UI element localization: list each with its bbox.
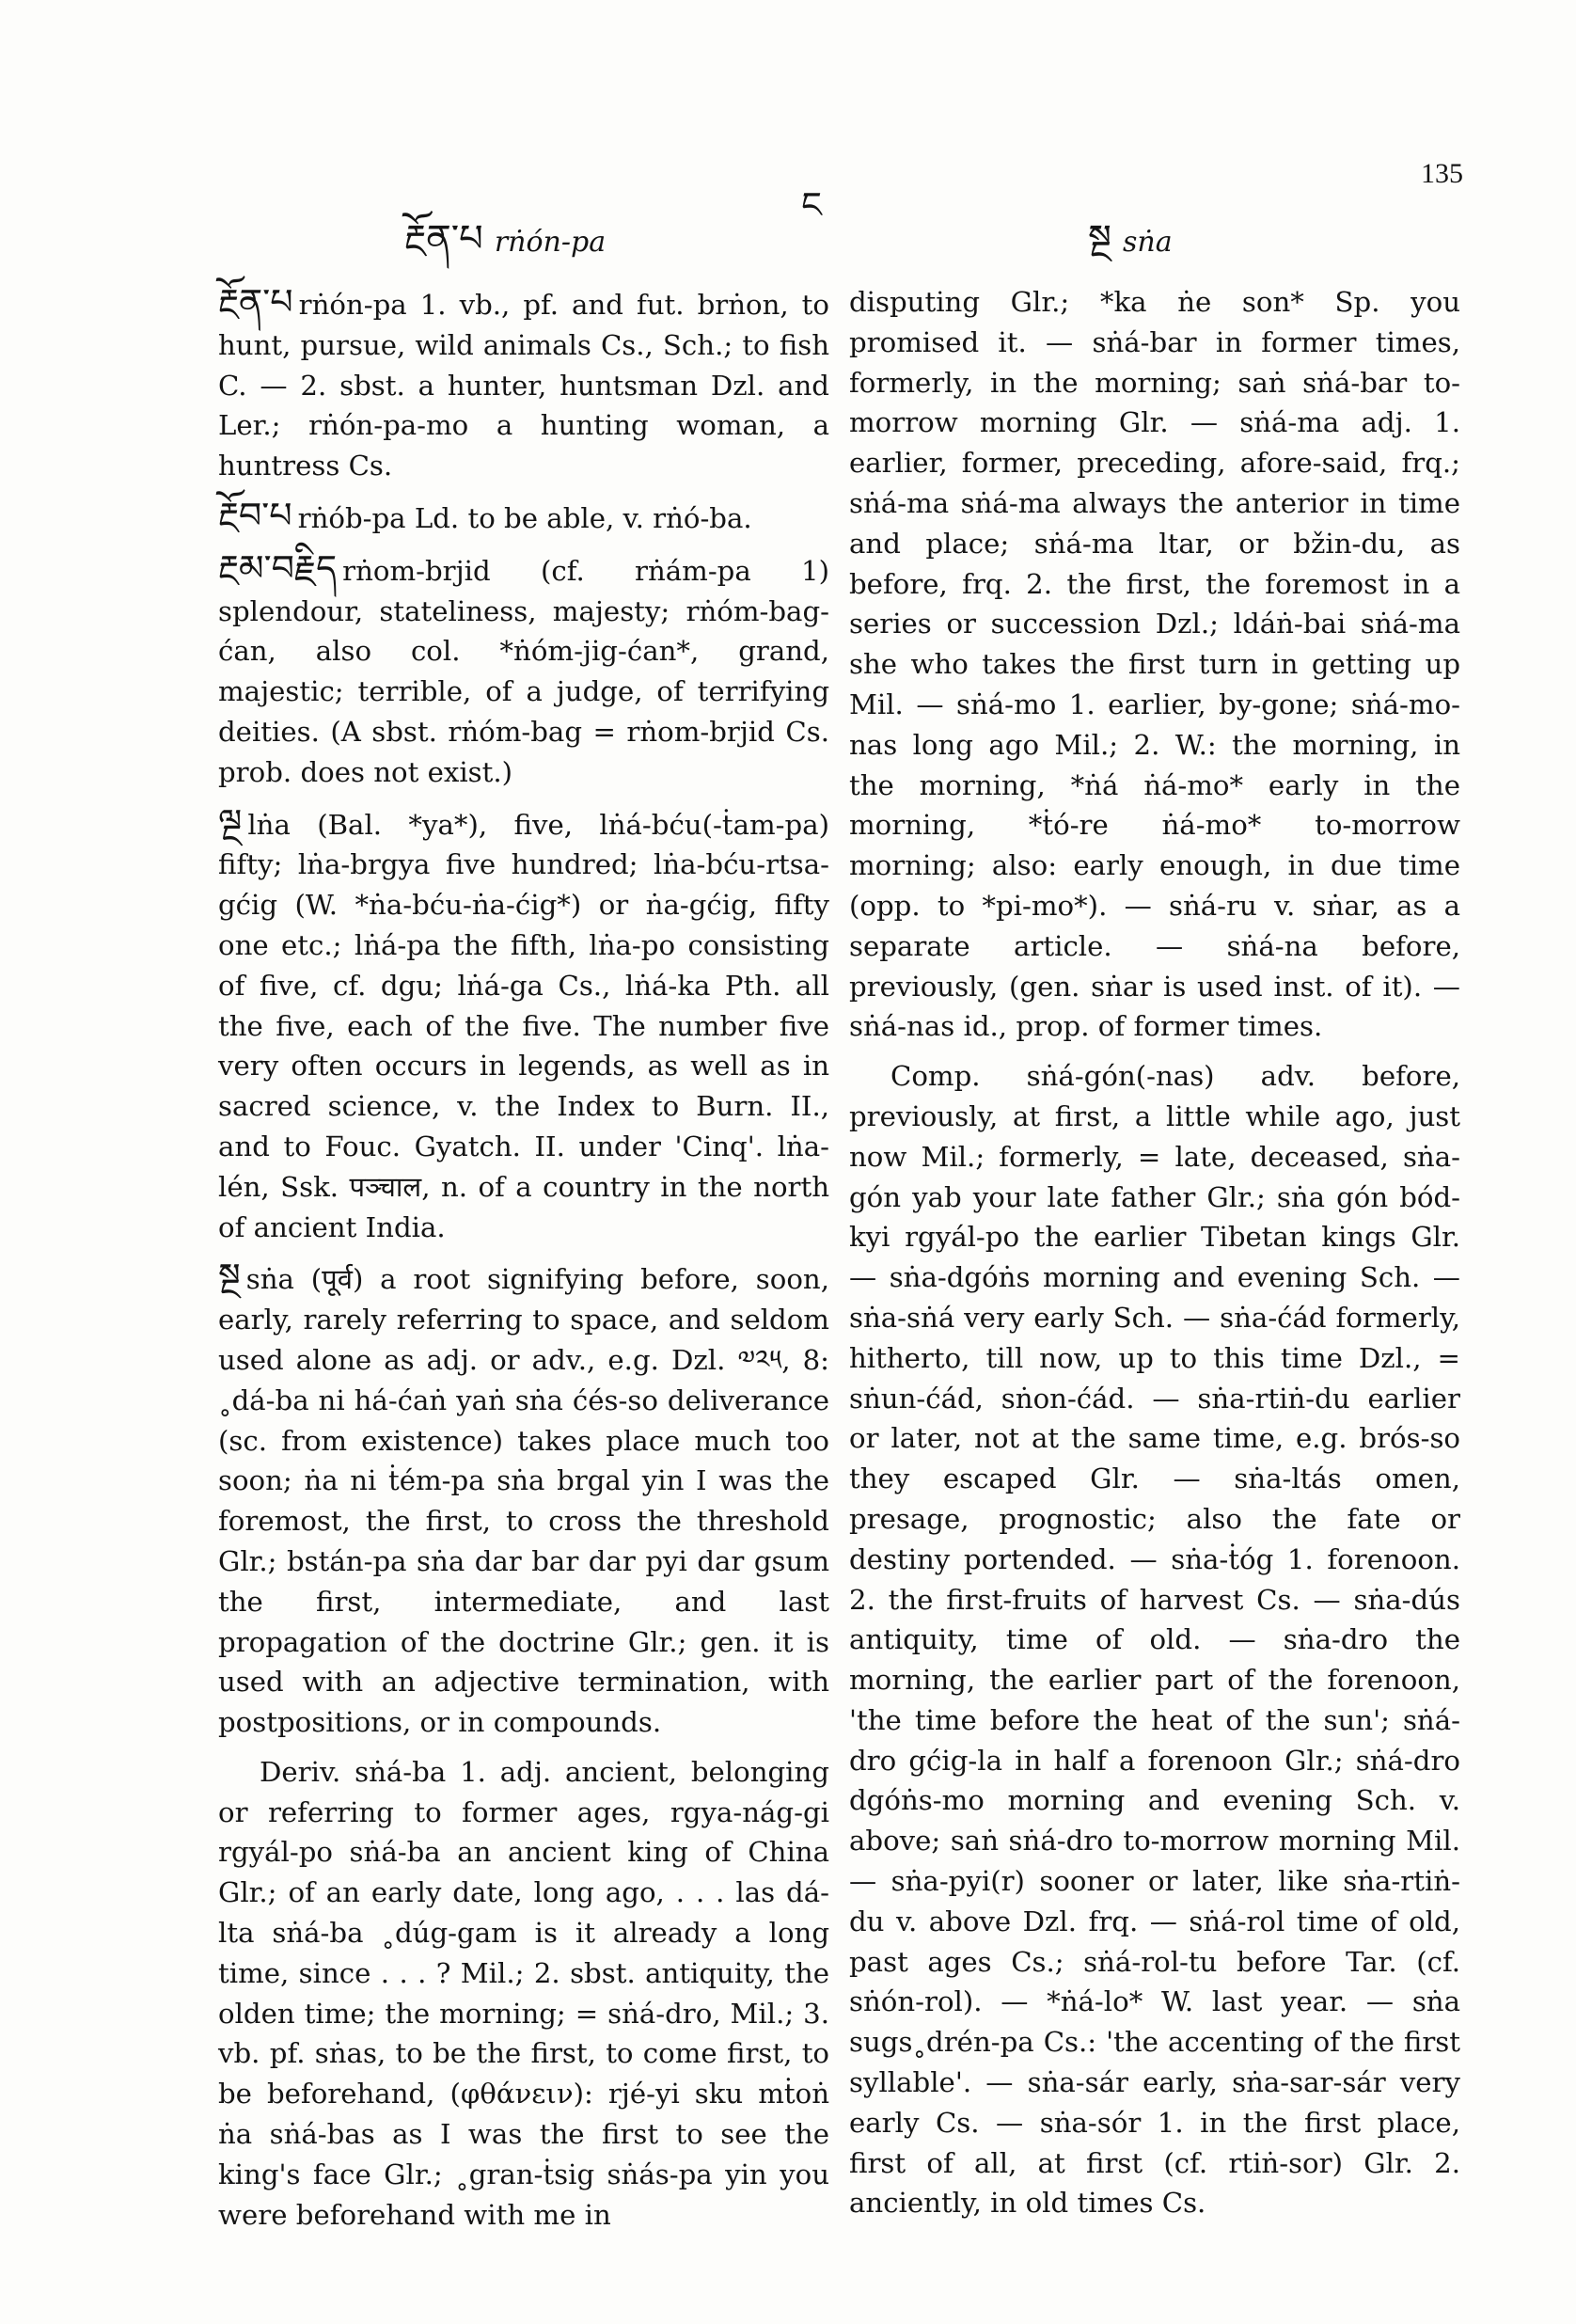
entry-sna-compounds	[849, 1056, 1460, 2223]
header-left-roman: rṅón-pa	[494, 226, 607, 259]
page-number: 135	[1421, 158, 1463, 189]
entry-text: sṅa (पूर्व) a root signifying before, soon, early, rarely referring to space, and seldom used alone as adj. or adv., e.g. Dzl. ༧༢༥, 8: ˳dá-ba ni há-ćaṅ yaṅ sṅa ćés-so deliverance (sc. from existence) takes place much too soon; ṅa ni ṫém-pa sṅa brgal yin I was the foremost, the first, to cross the threshold Glr.; bstán-pa sṅa dar bar dar pyi dar gsum the first, intermediate, and last propagation of the doctrine Glr.; gen. it is used with an adjective termination, with postpositions, or in compounds.	[218, 1263, 829, 1739]
entry-sna	[218, 1257, 829, 1743]
entry-lna	[218, 802, 829, 1248]
header-right-roman: sṅa	[1123, 226, 1173, 259]
entry-text: lṅa (Bal. *ya*), five, lṅá-bću(-ṫam-pa) fifty; lṅa-brgya five hundred; lṅa-bću-rtsa-gćig (W. *ṅa-bću-ṅa-ćig*) or ṅa-gćig, fifty one etc.; lṅá-pa the fifth, lṅa-po consisting of five, cf. dgu; lṅá-ga Cs., lṅá-ka Pth. all the five, each of the five. The number five very often occurs in legends, as well as in sacred science, v. the Index to Burn. II., and to Fouc. Gyatch. II. under 'Cinq'. lṅa-lén, Ssk. पञ्चाल, n. of a country in the north of ancient India.	[218, 808, 829, 1243]
entry-rnon-pa	[218, 282, 829, 486]
entry-text: rṅón-pa 1. vb., pf. and fut. brṅon, to hunt, pursue, wild animals Cs., Sch.; to fish C. — 2. sbst. a hunter, huntsman Dzl. and Ler.; rṅón-pa-mo a hunting woman, a huntress Cs.	[218, 289, 829, 482]
left-column	[218, 282, 829, 2244]
entry-text: disputing Glr.; *ka ṅe son* Sp. you promised it. — sṅá-bar in former times, formerly, in the morning; saṅ sṅá-bar to-morrow morning Glr. — sṅá-ma adj. 1. earlier, former, preceding, afore-said, frq.; sṅá-ma sṅá-ma always the anterior in time and place; sṅá-ma ltar, or bžin-du, as before, frq. 2. the first, the foremost in a series or succession Dzl.; ldáṅ-bai sṅá-ma she who takes the first turn in getting up Mil. — sṅá-mo 1. earlier, by-gone; sṅá-mo-nas long ago Mil.; 2. W.: the morning, in the morning, *ṅá ṅá-mo* early in the morning, *ṫó-re ṅá-mo* to-morrow morning; also: early enough, in due time (opp. to *pi-mo*). — sṅá-ru v. sṅar, as a separate article. — sṅá-na before, previously, (gen. sṅar is used inst. of it). — sṅá-nas id., prop. of former times.	[849, 286, 1460, 1043]
entry-rnom-brjid	[218, 548, 829, 793]
entry-headword-tibetan: རྔོབ་པ	[218, 494, 292, 536]
right-column	[849, 282, 1460, 2233]
header-right-tibetan: སྔ	[1088, 217, 1111, 261]
entry-headword-tibetan: སྔ	[218, 1256, 241, 1298]
entry-text: Comp. sṅá-gón(-nas) adv. before, previously, at first, a little while ago, just now Mil.; formerly, = late, deceased, sṅa-gón yab your late father Glr.; sṅa gón bód-kyi rgyál-po the earlier Tibetan kings Glr. — sṅa-dgóṅs morning and evening Sch. — sṅa-sṅá very early Sch. — sṅa-ćád formerly, hitherto, till now, up to this time Dzl., = sṅun-ćád, sṅon-ćád. — sṅa-rtiṅ-du earlier or later, not at the same time, e.g. brós-so they escaped Glr. — sṅa-ltás omen, presage, prognostic; also the fate or destiny portended. — sṅa-ṫóg 1. forenoon. 2. the first-fruits of harvest Cs. — sṅa-dús antiquity, time of old. — sṅa-dro the morning, the earlier part of the forenoon, 'the time before the heat of the sun'; sṅá-dro gćig-la in half a forenoon Glr.; sṅá-dro dgóṅs-mo morning and evening Sch. v. above; saṅ sṅá-dro to-morrow morning Mil. — sṅa-pyi(r) sooner or later, like sṅa-rtiṅ-du v. above Dzl. frq. — sṅá-rol time of old, past ages Cs.; sṅá-rol-tu before Tar. (cf. sṅón-rol). — *ṅá-lo* W. last year. — sṅa sugs˳drén-pa Cs.: 'the accenting of the first syllable'. — sṅa-sár early, sṅa-sar-sár very early Cs. — sṅa-sór 1. in the first place, first of all, at first (cf. rtiṅ-sor) Glr. 2. anciently, in old times Cs.	[849, 1060, 1460, 2220]
section-letter: ང	[801, 186, 822, 226]
entry-text: rṅom-brjid (cf. rṅám-pa 1) splendour, stateliness, majesty; rṅóm-bag-ćan, also col. *ṅóm-jig-ćan*, grand, majestic; terrible, of a judge, of terrifying deities. (A sbst. rṅóm-bag = rṅom-brjid Cs. prob. does not exist.)	[218, 554, 829, 788]
entry-continuation	[849, 282, 1460, 1047]
entry-headword-tibetan: རྔོན་པ	[218, 281, 293, 323]
entry-rnob-pa	[218, 496, 829, 539]
entry-sna-derivatives	[218, 1752, 829, 2236]
entry-text: Deriv. sṅá-ba 1. adj. ancient, belonging or referring to former ages, rgya-nág-gi rgyál-po sṅá-ba an ancient king of China Glr.; of an early date, long ago, . . . las dá-lta sṅá-ba ˳dúg-gam is it already a long time, since . . . ? Mil.; 2. sbst. antiquity, the olden time; the morning; = sṅá-dro, Mil.; 3. vb. pf. sṅas, to be the first, to come first, to be beforehand, (φθάνειν): rjé-yi sku mṫoṅ ṅa sṅá-bas as I was the first to see the king's face Glr.; ˳gran-ṫsig sṅás-pa yin you were beforehand with me in	[218, 1755, 829, 2231]
entry-headword-tibetan: ལྔ	[218, 800, 243, 843]
header-left-tibetan: རྔོན་པ	[404, 217, 483, 261]
entry-headword-tibetan: རྔམ་བརྗིད	[218, 546, 338, 589]
entry-text: rṅób-pa Ld. to be able, v. rṅó-ba.	[297, 501, 752, 534]
